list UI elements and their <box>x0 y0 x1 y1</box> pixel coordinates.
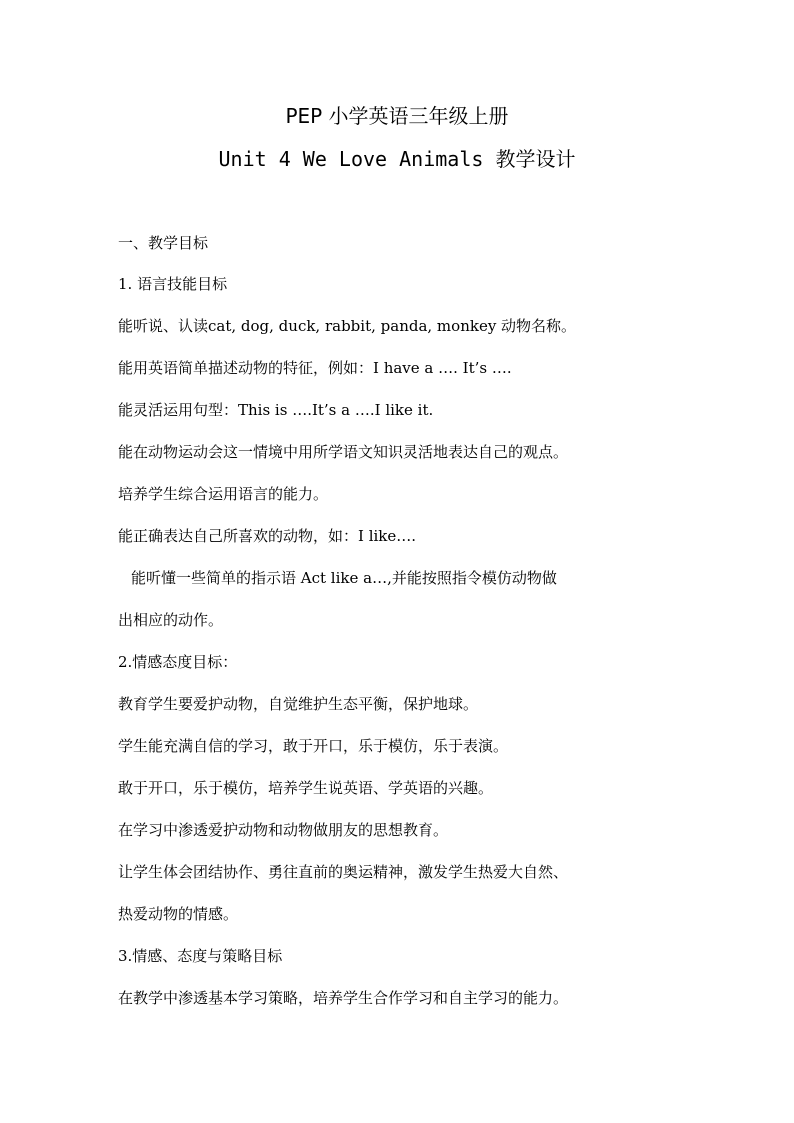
paragraph-line: 让学生体会团结协作、勇往直前的奥运精神，激发学生热爱大自然、 <box>118 863 569 881</box>
subheading-language-skills: 1. 语言技能目标 <box>118 275 228 293</box>
paragraph-line: 培养学生综合运用语言的能力。 <box>118 485 329 503</box>
paragraph-line: 能正确表达自己所喜欢的动物，如：I like…. <box>118 527 417 545</box>
paragraph-line: 教育学生要爱护动物，自觉维护生态平衡，保护地球。 <box>118 695 479 713</box>
paragraph-line: 热爱动物的情感。 <box>118 905 239 923</box>
paragraph-line: 在学习中渗透爱护动物和动物做朋友的思想教育。 <box>118 821 449 839</box>
paragraph-line: 能听说、认读cat, dog, duck, rabbit, panda, monkey 动物名称。 <box>118 317 577 335</box>
section-heading-teaching-goals: 一、教学目标 <box>118 234 209 252</box>
paragraph-line: 能在动物运动会这一情境中用所学语文知识灵活地表达自己的观点。 <box>118 443 569 461</box>
document-title: PEP 小学英语三年级上册 <box>285 104 509 128</box>
paragraph-line: 出相应的动作。 <box>118 611 224 629</box>
paragraph-line: 在教学中渗透基本学习策略，培养学生合作学习和自主学习的能力。 <box>118 989 569 1007</box>
paragraph-line: 能听懂一些简单的指示语 Act like a…,并能按照指令模仿动物做 <box>131 569 557 587</box>
paragraph-line: 能灵活运用句型：This is ….It’s a ….I like it. <box>118 401 434 419</box>
paragraph-line: 敢于开口，乐于模仿，培养学生说英语、学英语的兴趣。 <box>118 779 494 797</box>
paragraph-line: 能用英语简单描述动物的特征，例如：I have a …. It’s …. <box>118 359 512 377</box>
paragraph-line: 学生能充满自信的学习，敢于开口，乐于模仿，乐于表演。 <box>118 737 509 755</box>
subheading-emotional-attitude: 2.情感态度目标： <box>118 653 238 671</box>
document-subtitle: Unit 4 We Love Animals 教学设计 <box>218 147 576 171</box>
subheading-strategy-goals: 3.情感、态度与策略目标 <box>118 947 283 965</box>
